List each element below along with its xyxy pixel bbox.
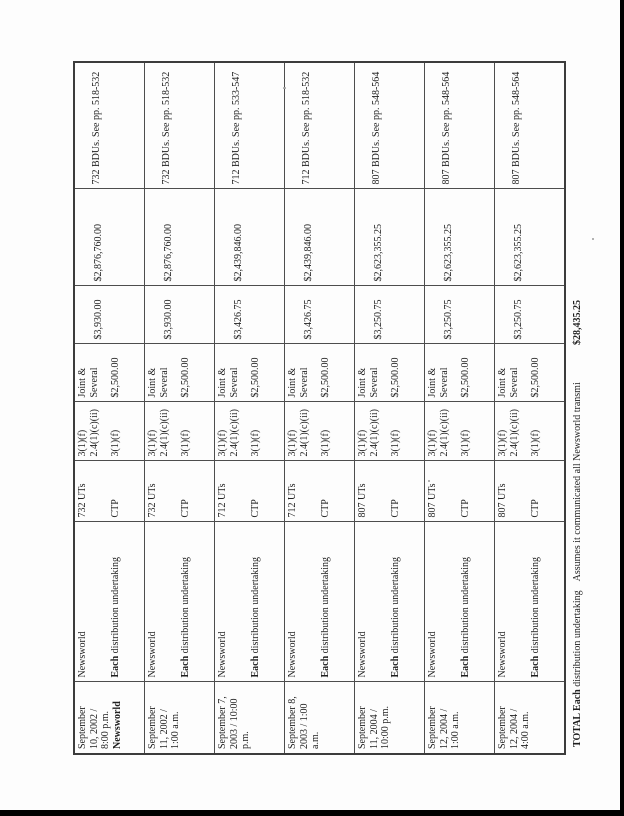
scan-edge-right bbox=[620, 0, 624, 816]
cell-date: September 10, 2002 / 8:00 p.m. Newsworld bbox=[74, 682, 145, 754]
cell-liability: Joint & Several $2,500.00 bbox=[215, 344, 285, 402]
cell-provisions: 3(1)(f) 2.4(1)(c)(ii) 3(1)(f) bbox=[145, 402, 215, 461]
cell-liability: Joint & Several $2,500.00 bbox=[74, 344, 145, 402]
cell-date: September 11, 2002 / 1:00 a.m. bbox=[145, 682, 215, 754]
total-label: distribution undertaking bbox=[572, 590, 583, 690]
scan-speckle bbox=[283, 87, 286, 89]
cell-undertaking: Newsworld Each distribution undertaking bbox=[425, 522, 495, 682]
total-row bbox=[571, 63, 584, 755]
cell-undertaking: Newsworld Each distribution undertaking bbox=[74, 522, 145, 682]
cell-royalty: $2,439,846.00 bbox=[285, 189, 355, 286]
cell-fee: $3,930.00 bbox=[74, 286, 145, 344]
cell-royalty: $2,876,760.00 bbox=[145, 189, 215, 286]
cell-uts-ctp: 732 UTs CTP bbox=[145, 461, 215, 522]
cell-provisions: 3(1)(f) 2.4(1)(c)(ii) 3(1)(f) bbox=[74, 402, 145, 461]
cell-provisions: 3(1)(f) 2.4(1)(c)(ii) 3(1)(f) bbox=[425, 402, 495, 461]
total-amount: $28,435.25 bbox=[572, 300, 583, 345]
table-row bbox=[495, 62, 566, 754]
cell-undertaking: Newsworld Each distribution undertaking bbox=[215, 522, 285, 682]
scan-edge-bottom bbox=[0, 810, 624, 816]
rotated-table-container bbox=[73, 63, 583, 755]
total-note: Assumes it communicated all Newsworld transmi bbox=[572, 382, 583, 582]
cell-liability: Joint & Several $2,500.00 bbox=[495, 344, 566, 402]
scan-speckle bbox=[592, 238, 594, 240]
cell-uts-ctp: 732 UTs CTP bbox=[74, 461, 145, 522]
table-row bbox=[74, 62, 145, 754]
cell-liability: Joint & Several $2,500.00 bbox=[285, 344, 355, 402]
cell-bdus: 712 BDUs. See pp. 533-547 bbox=[215, 62, 285, 189]
cell-uts-ctp: 712 UTs CTP bbox=[285, 461, 355, 522]
cell-provisions: 3(1)(f) 2.4(1)(c)(ii) 3(1)(f) bbox=[495, 402, 566, 461]
cell-royalty: $2,623,355.25 bbox=[355, 189, 425, 286]
cell-fee: $3,930.00 bbox=[145, 286, 215, 344]
cell-royalty: $2,876,760.00 bbox=[74, 189, 145, 286]
scan-speckle bbox=[428, 480, 430, 482]
cell-bdus: 807 BDUs. See pp. 548-564 bbox=[355, 62, 425, 189]
cell-bdus: 807 BDUs. See pp. 548-564 bbox=[425, 62, 495, 189]
cell-date: September 12, 2004 / 4:00 a.m. bbox=[495, 682, 566, 754]
cell-date: September 12, 2004 / 1:00 a.m. bbox=[425, 682, 495, 754]
table-row bbox=[425, 62, 495, 754]
cell-bdus: 732 BDUs. See pp. 518-532 bbox=[74, 62, 145, 189]
cell-fee: $3,426.75 bbox=[215, 286, 285, 344]
cell-undertaking: Newsworld Each distribution undertaking bbox=[495, 522, 566, 682]
cell-fee: $3,250.75 bbox=[495, 286, 566, 344]
cell-uts-ctp: 807 UTs CTP bbox=[425, 461, 495, 522]
cell-royalty: $2,623,355.25 bbox=[425, 189, 495, 286]
table-row bbox=[355, 62, 425, 754]
cell-date: September 8, 2003 / 1:00 a.m. bbox=[285, 682, 355, 754]
cell-provisions: 3(1)(f) 2.4(1)(c)(ii) 3(1)(f) bbox=[285, 402, 355, 461]
cell-uts-ctp: 807 UTs CTP bbox=[355, 461, 425, 522]
cell-royalty: $2,623,355.25 bbox=[495, 189, 566, 286]
cell-bdus: 807 BDUs. See pp. 548-564 bbox=[495, 62, 566, 189]
cell-date: September 11, 2004 / 10:00 p.m. bbox=[355, 682, 425, 754]
cell-undertaking: Newsworld Each distribution undertaking bbox=[285, 522, 355, 682]
table-row bbox=[285, 62, 355, 754]
cell-provisions: 3(1)(f) 2.4(1)(c)(ii) 3(1)(f) bbox=[355, 402, 425, 461]
cell-provisions: 3(1)(f) 2.4(1)(c)(ii) 3(1)(f) bbox=[215, 402, 285, 461]
distribution-undertaking-table bbox=[73, 61, 566, 755]
cell-royalty: $2,439,846.00 bbox=[215, 189, 285, 286]
cell-uts-ctp: 807 UTs CTP bbox=[495, 461, 566, 522]
table-body bbox=[74, 62, 565, 754]
cell-bdus: 712 BDUs. See pp. 518-532 bbox=[285, 62, 355, 189]
cell-fee: $3,426.75 bbox=[285, 286, 355, 344]
total-label-bold: TOTAL Each bbox=[572, 689, 583, 747]
cell-liability: Joint & Several $2,500.00 bbox=[355, 344, 425, 402]
cell-liability: Joint & Several $2,500.00 bbox=[145, 344, 215, 402]
table-row bbox=[215, 62, 285, 754]
cell-liability: Joint & Several $2,500.00 bbox=[425, 344, 495, 402]
cell-undertaking: Newsworld Each distribution undertaking bbox=[145, 522, 215, 682]
cell-fee: $3,250.75 bbox=[355, 286, 425, 344]
table-row bbox=[145, 62, 215, 754]
cell-undertaking: Newsworld Each distribution undertaking bbox=[355, 522, 425, 682]
cell-fee: $3,250.75 bbox=[425, 286, 495, 344]
cell-uts-ctp: 712 UTs CTP bbox=[215, 461, 285, 522]
cell-bdus: 732 BDUs. See pp. 518-532 bbox=[145, 62, 215, 189]
cell-date: September 7, 2003 / 10:00 p.m. bbox=[215, 682, 285, 754]
